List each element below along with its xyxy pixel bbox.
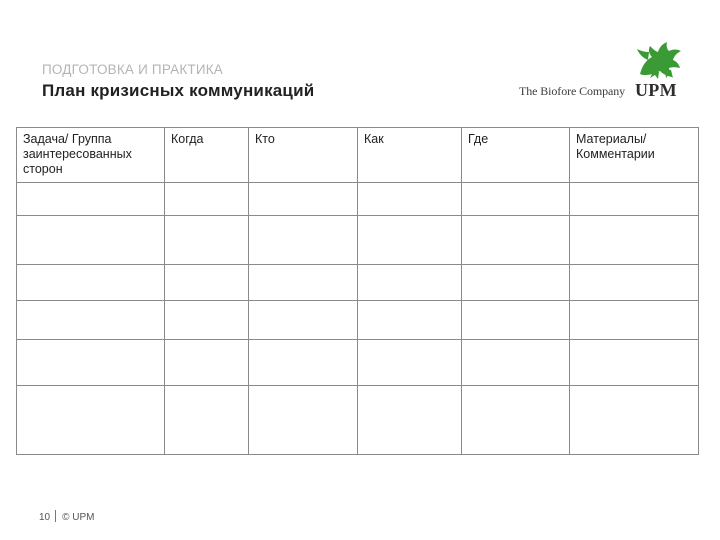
table-cell[interactable] — [570, 216, 699, 265]
page-number: 10 — [39, 512, 51, 523]
table-cell[interactable] — [358, 183, 462, 216]
griffin-icon — [632, 40, 684, 80]
upm-logo — [512, 40, 687, 102]
table-cell[interactable] — [17, 216, 165, 265]
header-cell-who: Кто — [249, 128, 358, 183]
table-row — [17, 265, 699, 301]
footer-divider — [55, 510, 56, 522]
logo-tagline: The Biofore Company — [519, 84, 626, 98]
table-cell[interactable] — [358, 265, 462, 301]
table-row — [17, 386, 699, 455]
section-supertitle: ПОДГОТОВКА И ПРАКТИКА — [42, 62, 224, 77]
table-cell[interactable] — [570, 301, 699, 340]
page-footer — [39, 510, 95, 523]
table-cell[interactable] — [462, 386, 570, 455]
table-cell[interactable] — [570, 386, 699, 455]
table-cell[interactable] — [249, 265, 358, 301]
header-cell-how: Как — [358, 128, 462, 183]
table-cell[interactable] — [462, 301, 570, 340]
logo-wordmark: UPM — [635, 80, 677, 100]
table-cell[interactable] — [462, 340, 570, 386]
table-cell[interactable] — [165, 301, 249, 340]
page-title: План кризисных коммуникаций — [42, 81, 315, 100]
table-cell[interactable] — [358, 301, 462, 340]
table-cell[interactable] — [570, 340, 699, 386]
table-row — [17, 301, 699, 340]
table-cell[interactable] — [358, 340, 462, 386]
copyright-text: © UPM — [62, 512, 95, 523]
table-cell[interactable] — [249, 386, 358, 455]
table-cell[interactable] — [165, 216, 249, 265]
table-cell[interactable] — [249, 183, 358, 216]
table-cell[interactable] — [462, 183, 570, 216]
table-cell[interactable] — [17, 301, 165, 340]
table-cell[interactable] — [17, 386, 165, 455]
table-cell[interactable] — [17, 340, 165, 386]
header-cell-materials: Материалы/ Комментарии — [570, 128, 699, 183]
table-cell[interactable] — [17, 183, 165, 216]
table-cell[interactable] — [165, 340, 249, 386]
table-cell[interactable] — [570, 183, 699, 216]
table-cell[interactable] — [358, 386, 462, 455]
table-cell[interactable] — [358, 216, 462, 265]
header-cell-where: Где — [462, 128, 570, 183]
table-cell[interactable] — [249, 340, 358, 386]
header-cell-task: Задача/ Группа заинтересованных сторон — [17, 128, 165, 183]
table-cell[interactable] — [462, 216, 570, 265]
header-cell-when: Когда — [165, 128, 249, 183]
table-cell[interactable] — [249, 301, 358, 340]
table-row — [17, 340, 699, 386]
table-cell[interactable] — [165, 386, 249, 455]
table-cell[interactable] — [165, 265, 249, 301]
table-cell[interactable] — [17, 265, 165, 301]
table-row — [17, 216, 699, 265]
table-row — [17, 183, 699, 216]
crisis-plan-table — [16, 127, 699, 455]
table-header-row — [17, 128, 699, 183]
table-cell[interactable] — [249, 216, 358, 265]
table-cell[interactable] — [462, 265, 570, 301]
table-cell[interactable] — [165, 183, 249, 216]
table-cell[interactable] — [570, 265, 699, 301]
